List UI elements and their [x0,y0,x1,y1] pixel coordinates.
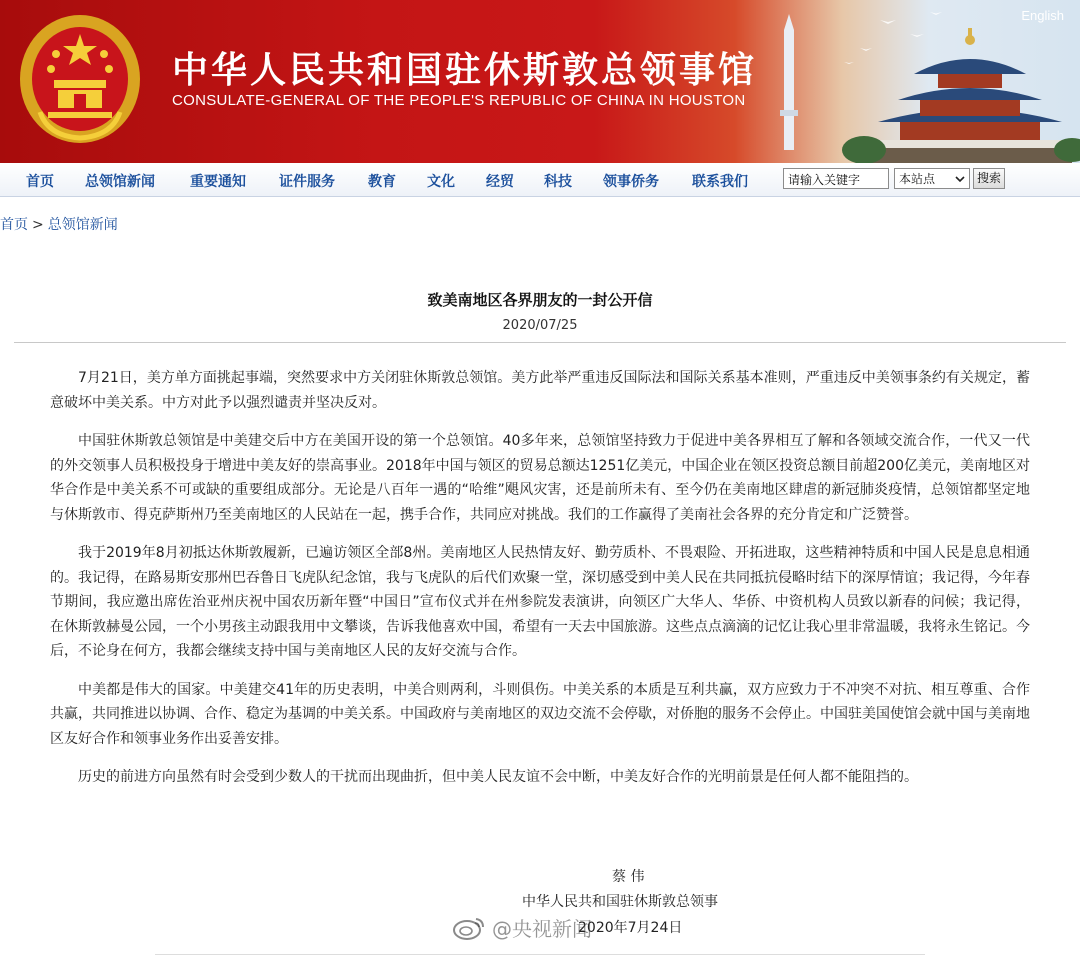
nav-item-contact[interactable]: 联系我们 [692,174,748,190]
temple-of-heaven-illustration [760,0,1080,163]
site-title-en: CONSULATE-GENERAL OF THE PEOPLE'S REPUBLIC OF CHINA IN HOUSTON [172,92,746,109]
nav-item-economy[interactable]: 经贸 [486,174,514,190]
search-scope-value: 本站点 [899,172,936,186]
nav-item-culture[interactable]: 文化 [427,174,455,190]
signature-name: 蔡 伟 [612,869,645,885]
watermark-text: @央视新闻 [492,917,592,941]
breadcrumb [0,214,118,234]
nav-item-consular[interactable]: 领事侨务 [603,174,659,190]
breadcrumb-current[interactable]: 总领馆新闻 [47,217,118,233]
signature-title: 中华人民共和国驻休斯敦总领事 [522,894,718,910]
search-scope-select[interactable] [894,168,970,189]
breadcrumb-separator: > [32,217,44,233]
nav-item-home[interactable]: 首页 [26,174,54,190]
site-banner [0,0,1080,163]
nav-item-science[interactable]: 科技 [544,174,572,190]
article-title: 致美南地区各界朋友的一封公开信 [427,291,653,309]
article-paragraph: 7月21日，美方单方面挑起事端，突然要求中方关闭驻休斯敦总领馆。美方此举严重违反国际法和国际关系基本准则，严重违反中美领事条约有关规定，蓄意破坏中美关系。中方对此予以强烈谴责并坚决反对。 [50,370,1030,411]
article-paragraph: 历史的前进方向虽然有时会受到少数人的干扰而出现曲折，但中美人民友谊不会中断，中美友好合作的光明前景是任何人都不能阻挡的。 [78,769,918,785]
article-paragraph: 我于2019年8月初抵达休斯敦履新，已遍访领区全部8州。美南地区人民热情友好、勤劳质朴、不畏艰险、开拓进取，这些精神特质和中国人民是息息相通的。我记得，在路易斯安那州巴吞鲁日飞虎队纪念馆，我与飞虎队的后代们欢聚一堂，深切感受到中美人民在共同抵抗侵略时结下的深厚情谊；我记得，今年春节期间，我应邀出席佐治亚州庆祝中国农历新年暨“中国日”宣布仪式并在州参院发表演讲，向领区广大华人、华侨、中资机构人员致以新春的问候；我记得，在休斯敦赫曼公园，一个小男孩主动跟我用中文攀谈，告诉我他喜欢中国，希望有一天去中国旅游。这些点点滴滴的记忆让我心里非常温暖，我将永生铭记。今后，不论身在何方，我都会继续支持中国与美南地区人民的友好交流与合作。 [50,545,1030,659]
search-input[interactable]: 请输入关键字 [783,168,889,189]
weibo-logo-icon [452,915,486,941]
nav-item-news[interactable]: 总领馆新闻 [85,174,155,190]
nav-item-notices[interactable]: 重要通知 [190,174,246,190]
article-paragraph: 中美都是伟大的国家。中美建交41年的历史表明，中美合则两利，斗则俱伤。中美关系的本质是互利共赢，双方应致力于不冲突不对抗、相互尊重、合作共赢，共同推进以协调、合作、稳定为基调的中美关系。中国政府与美南地区的双边交流不会停歇，对侨胞的服务不会停止。中国驻美国使馆会就中国与美南地区友好合作和领事业务作出妥善安排。 [50,681,1030,747]
nav-item-documents[interactable]: 证件服务 [279,174,335,190]
article-body [50,366,1030,804]
signature-date: 2020年7月24日 [578,920,683,936]
bottom-divider [155,954,925,955]
breadcrumb-home[interactable]: 首页 [0,217,28,233]
nav-item-education[interactable]: 教育 [368,174,396,190]
english-link[interactable]: English [1021,8,1064,23]
search-button[interactable]: 搜索 [973,168,1005,189]
article-paragraph: 中国驻休斯敦总领馆是中美建交后中方在美国开设的第一个总领馆。40多年来，总领馆坚持致力于促进中美各界相互了解和各领域交流合作，一代又一代的外交领事人员积极投身于增进中美友好的崇高事业。2018年中国与领区的贸易总额达1251亿美元，中国企业在领区投资总额目前超200亿美元，美南地区对华合作是中美关系不可或缺的重要组成部分。无论是八百年一遇的“哈维”飓风灾害，还是前所未有、至今仍在美南地区肆虐的新冠肺炎疫情，总领馆都坚定地与休斯敦市、得克萨斯州乃至美南地区的人民站在一起，携手合作，共同应对挑战。我们的工作赢得了美南社会各界的充分肯定和广泛赞誉。 [50,433,1030,523]
national-emblem-icon [18,12,142,146]
title-divider [14,342,1066,343]
site-title-cn: 中华人民共和国驻休斯敦总领事馆 [172,50,758,91]
article-date: 2020/07/25 [502,318,578,333]
chevron-down-icon [955,175,965,183]
weibo-watermark [452,913,592,942]
